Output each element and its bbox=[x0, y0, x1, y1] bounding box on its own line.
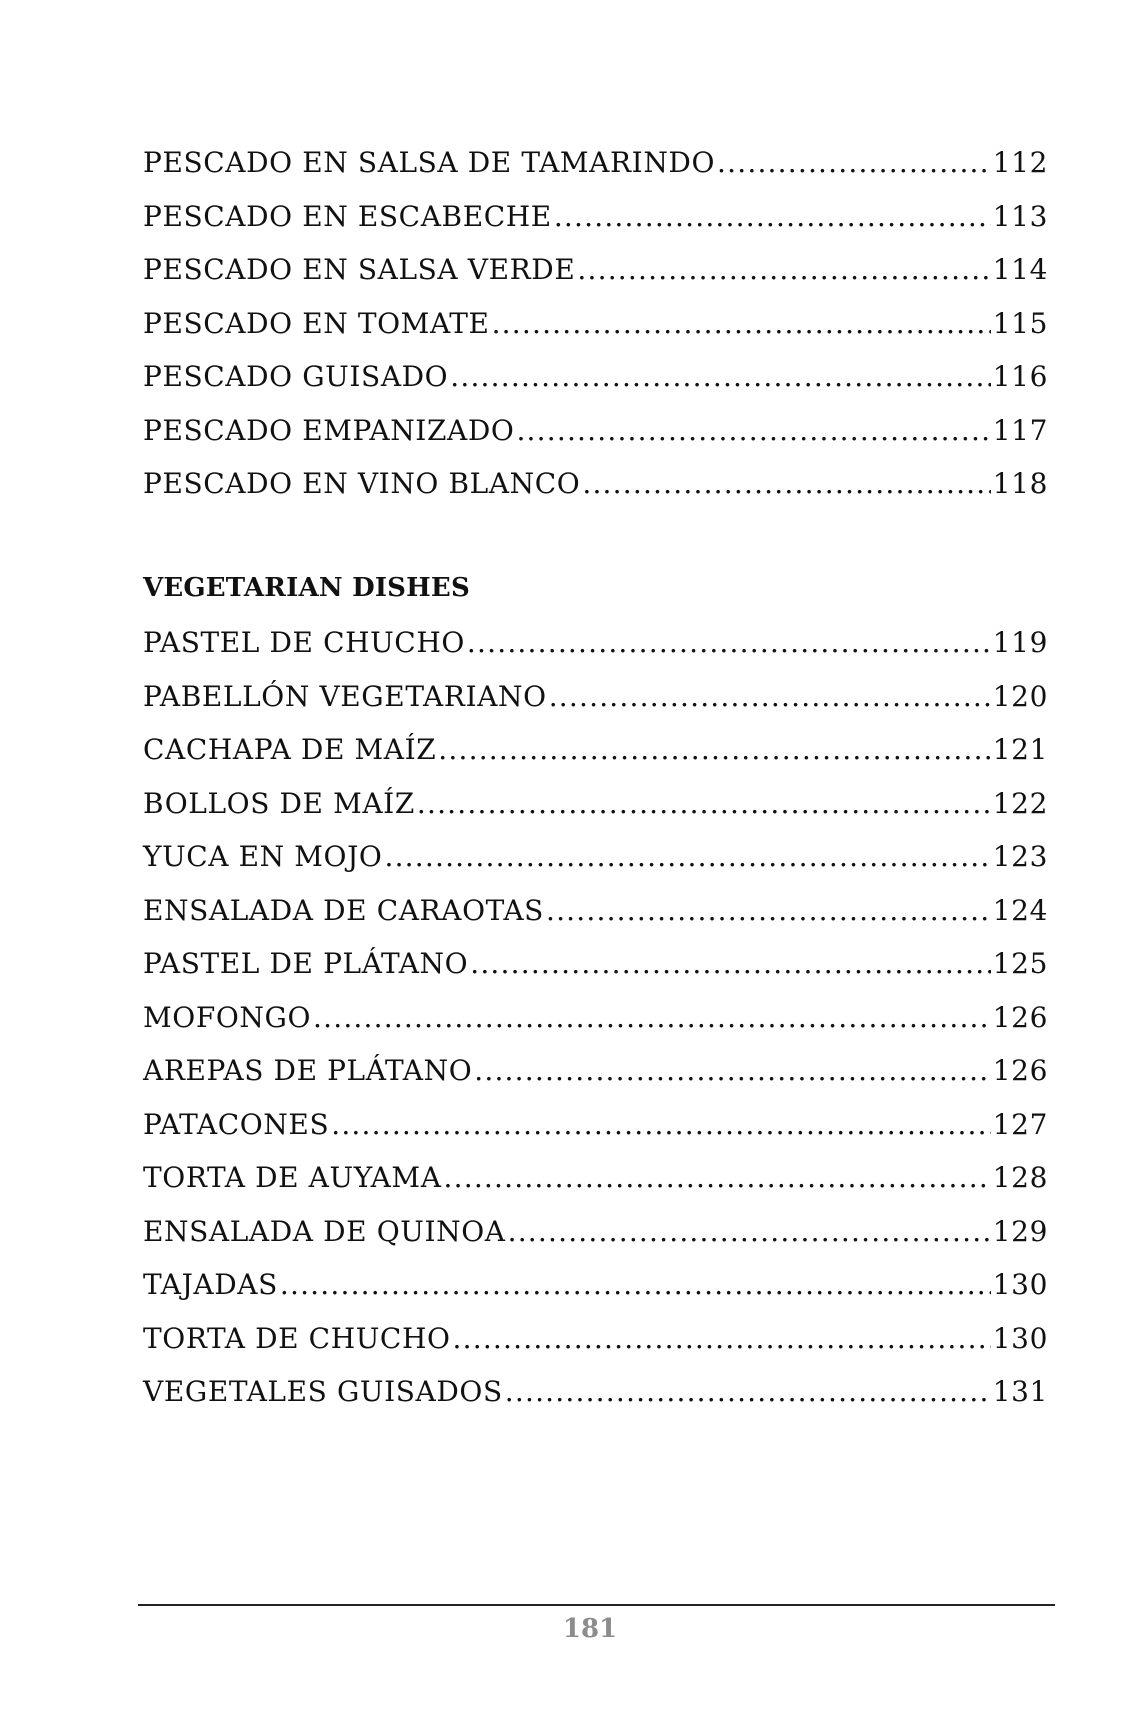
toc-entry-page: 131 bbox=[992, 1375, 1048, 1408]
toc-entry[interactable] bbox=[143, 947, 1048, 1001]
toc-entry-title: VEGETALES GUISADOS bbox=[143, 1375, 503, 1408]
toc-entry[interactable] bbox=[143, 626, 1048, 680]
dot-leader bbox=[417, 787, 991, 820]
toc-entry[interactable] bbox=[143, 894, 1048, 948]
dot-leader bbox=[582, 467, 990, 500]
dot-leader bbox=[438, 733, 990, 766]
dot-leader bbox=[717, 146, 991, 179]
dot-leader bbox=[474, 1054, 991, 1087]
toc-entry[interactable] bbox=[143, 1268, 1048, 1322]
toc-group-fish bbox=[143, 146, 1048, 521]
dot-leader bbox=[546, 894, 991, 927]
toc-entry[interactable] bbox=[143, 467, 1048, 521]
dot-leader bbox=[505, 1375, 991, 1408]
toc-entry-page: 121 bbox=[992, 733, 1048, 766]
toc-entry-page: 116 bbox=[992, 360, 1048, 393]
dot-leader bbox=[577, 253, 990, 286]
toc-entry[interactable] bbox=[143, 733, 1048, 787]
dot-leader bbox=[508, 1215, 991, 1248]
toc-entry-page: 120 bbox=[992, 679, 1048, 713]
toc-entry-title: PESCADO EN SALSA VERDE bbox=[143, 253, 576, 286]
toc-entry-title: AREPAS DE PLÁTANO bbox=[143, 1054, 473, 1087]
toc-entry[interactable] bbox=[143, 1322, 1048, 1376]
dot-leader bbox=[549, 680, 991, 713]
toc-entry-title: BOLLOS DE MAÍZ bbox=[143, 786, 415, 820]
dot-leader bbox=[444, 1161, 991, 1194]
toc-entry[interactable] bbox=[143, 253, 1048, 307]
toc-entry-page: 128 bbox=[992, 1161, 1048, 1194]
toc-entry[interactable] bbox=[143, 146, 1048, 200]
toc-entry-title: ENSALADA DE QUINOA bbox=[143, 1214, 506, 1248]
page-number: 181 bbox=[562, 1614, 618, 1644]
toc-entry-page: 114 bbox=[992, 253, 1048, 286]
toc-entry-title: TAJADAS bbox=[143, 1268, 278, 1301]
toc-entry-title: PESCADO EN VINO BLANCO bbox=[143, 467, 581, 500]
toc-entry-title: PESCADO EN ESCABECHE bbox=[143, 199, 552, 233]
toc-entry-title: TORTA DE AUYAMA bbox=[143, 1161, 442, 1194]
toc-entry-page: 117 bbox=[992, 413, 1048, 447]
dot-leader bbox=[313, 1001, 991, 1034]
toc-entry-page: 124 bbox=[992, 893, 1048, 927]
toc-entry-title: PESCADO GUISADO bbox=[143, 360, 449, 393]
toc-entry-title: PESCADO EN TOMATE bbox=[143, 306, 490, 340]
toc-group-vegetarian bbox=[143, 573, 1048, 1429]
toc-entry-title: CACHAPA DE MAÍZ bbox=[143, 733, 437, 766]
toc-entry[interactable] bbox=[143, 1161, 1048, 1215]
toc-entry-page: 123 bbox=[992, 840, 1048, 873]
dot-leader bbox=[516, 414, 990, 447]
toc-entry-title: PESCADO EMPANIZADO bbox=[143, 413, 515, 447]
toc-entry-title: TORTA DE CHUCHO bbox=[143, 1321, 451, 1355]
dot-leader bbox=[470, 947, 991, 980]
toc-entry-page: 118 bbox=[992, 467, 1048, 500]
toc-entry[interactable] bbox=[143, 1215, 1048, 1269]
toc-entry-page: 126 bbox=[992, 1000, 1048, 1034]
toc-entry[interactable] bbox=[143, 1375, 1048, 1429]
toc-entry-page: 119 bbox=[992, 626, 1048, 659]
toc-entry[interactable] bbox=[143, 787, 1048, 841]
section-heading: VEGETARIAN DISHES bbox=[143, 572, 470, 603]
toc-entry-title: ENSALADA DE CARAOTAS bbox=[143, 893, 544, 927]
toc-entry[interactable] bbox=[143, 1001, 1048, 1055]
dot-leader bbox=[554, 200, 991, 233]
toc-entry-page: 130 bbox=[992, 1268, 1048, 1301]
toc-entry-page: 125 bbox=[992, 947, 1048, 980]
toc-entry-title: PATACONES bbox=[143, 1107, 330, 1141]
toc-entry[interactable] bbox=[143, 680, 1048, 734]
toc-entry[interactable] bbox=[143, 200, 1048, 254]
toc-entry-page: 130 bbox=[992, 1321, 1048, 1355]
toc-entry-page: 129 bbox=[992, 1214, 1048, 1248]
toc-entry[interactable] bbox=[143, 307, 1048, 361]
dot-leader bbox=[280, 1268, 991, 1301]
toc-entry[interactable] bbox=[143, 360, 1048, 414]
toc-entry-page: 126 bbox=[992, 1054, 1048, 1087]
dot-leader bbox=[467, 626, 991, 659]
toc-entry-title: PABELLÓN VEGETARIANO bbox=[143, 679, 547, 713]
toc-entry-page: 115 bbox=[992, 306, 1048, 340]
toc-entry[interactable] bbox=[143, 840, 1048, 894]
toc-entry-page: 113 bbox=[992, 199, 1048, 233]
section-spacer bbox=[143, 521, 1048, 573]
dot-leader bbox=[331, 1108, 991, 1141]
toc-entry-page: 112 bbox=[992, 146, 1048, 179]
footer-divider bbox=[138, 1604, 1055, 1606]
toc-entry-title: MOFONGO bbox=[143, 1000, 312, 1034]
dot-leader bbox=[450, 360, 991, 393]
dot-leader bbox=[453, 1322, 991, 1355]
toc-entry-title: PASTEL DE PLÁTANO bbox=[143, 947, 469, 980]
dot-leader bbox=[384, 840, 990, 873]
toc-entry-title: YUCA EN MOJO bbox=[143, 840, 383, 873]
table-of-contents bbox=[143, 146, 1048, 1429]
toc-entry-page: 127 bbox=[992, 1107, 1048, 1141]
toc-entry[interactable] bbox=[143, 414, 1048, 468]
dot-leader bbox=[492, 307, 991, 340]
toc-entry[interactable] bbox=[143, 1054, 1048, 1108]
toc-entry-title: PASTEL DE CHUCHO bbox=[143, 626, 465, 659]
toc-entry-title: PESCADO EN SALSA DE TAMARINDO bbox=[143, 146, 716, 179]
toc-entry[interactable] bbox=[143, 1108, 1048, 1162]
toc-entry-page: 122 bbox=[992, 786, 1048, 820]
